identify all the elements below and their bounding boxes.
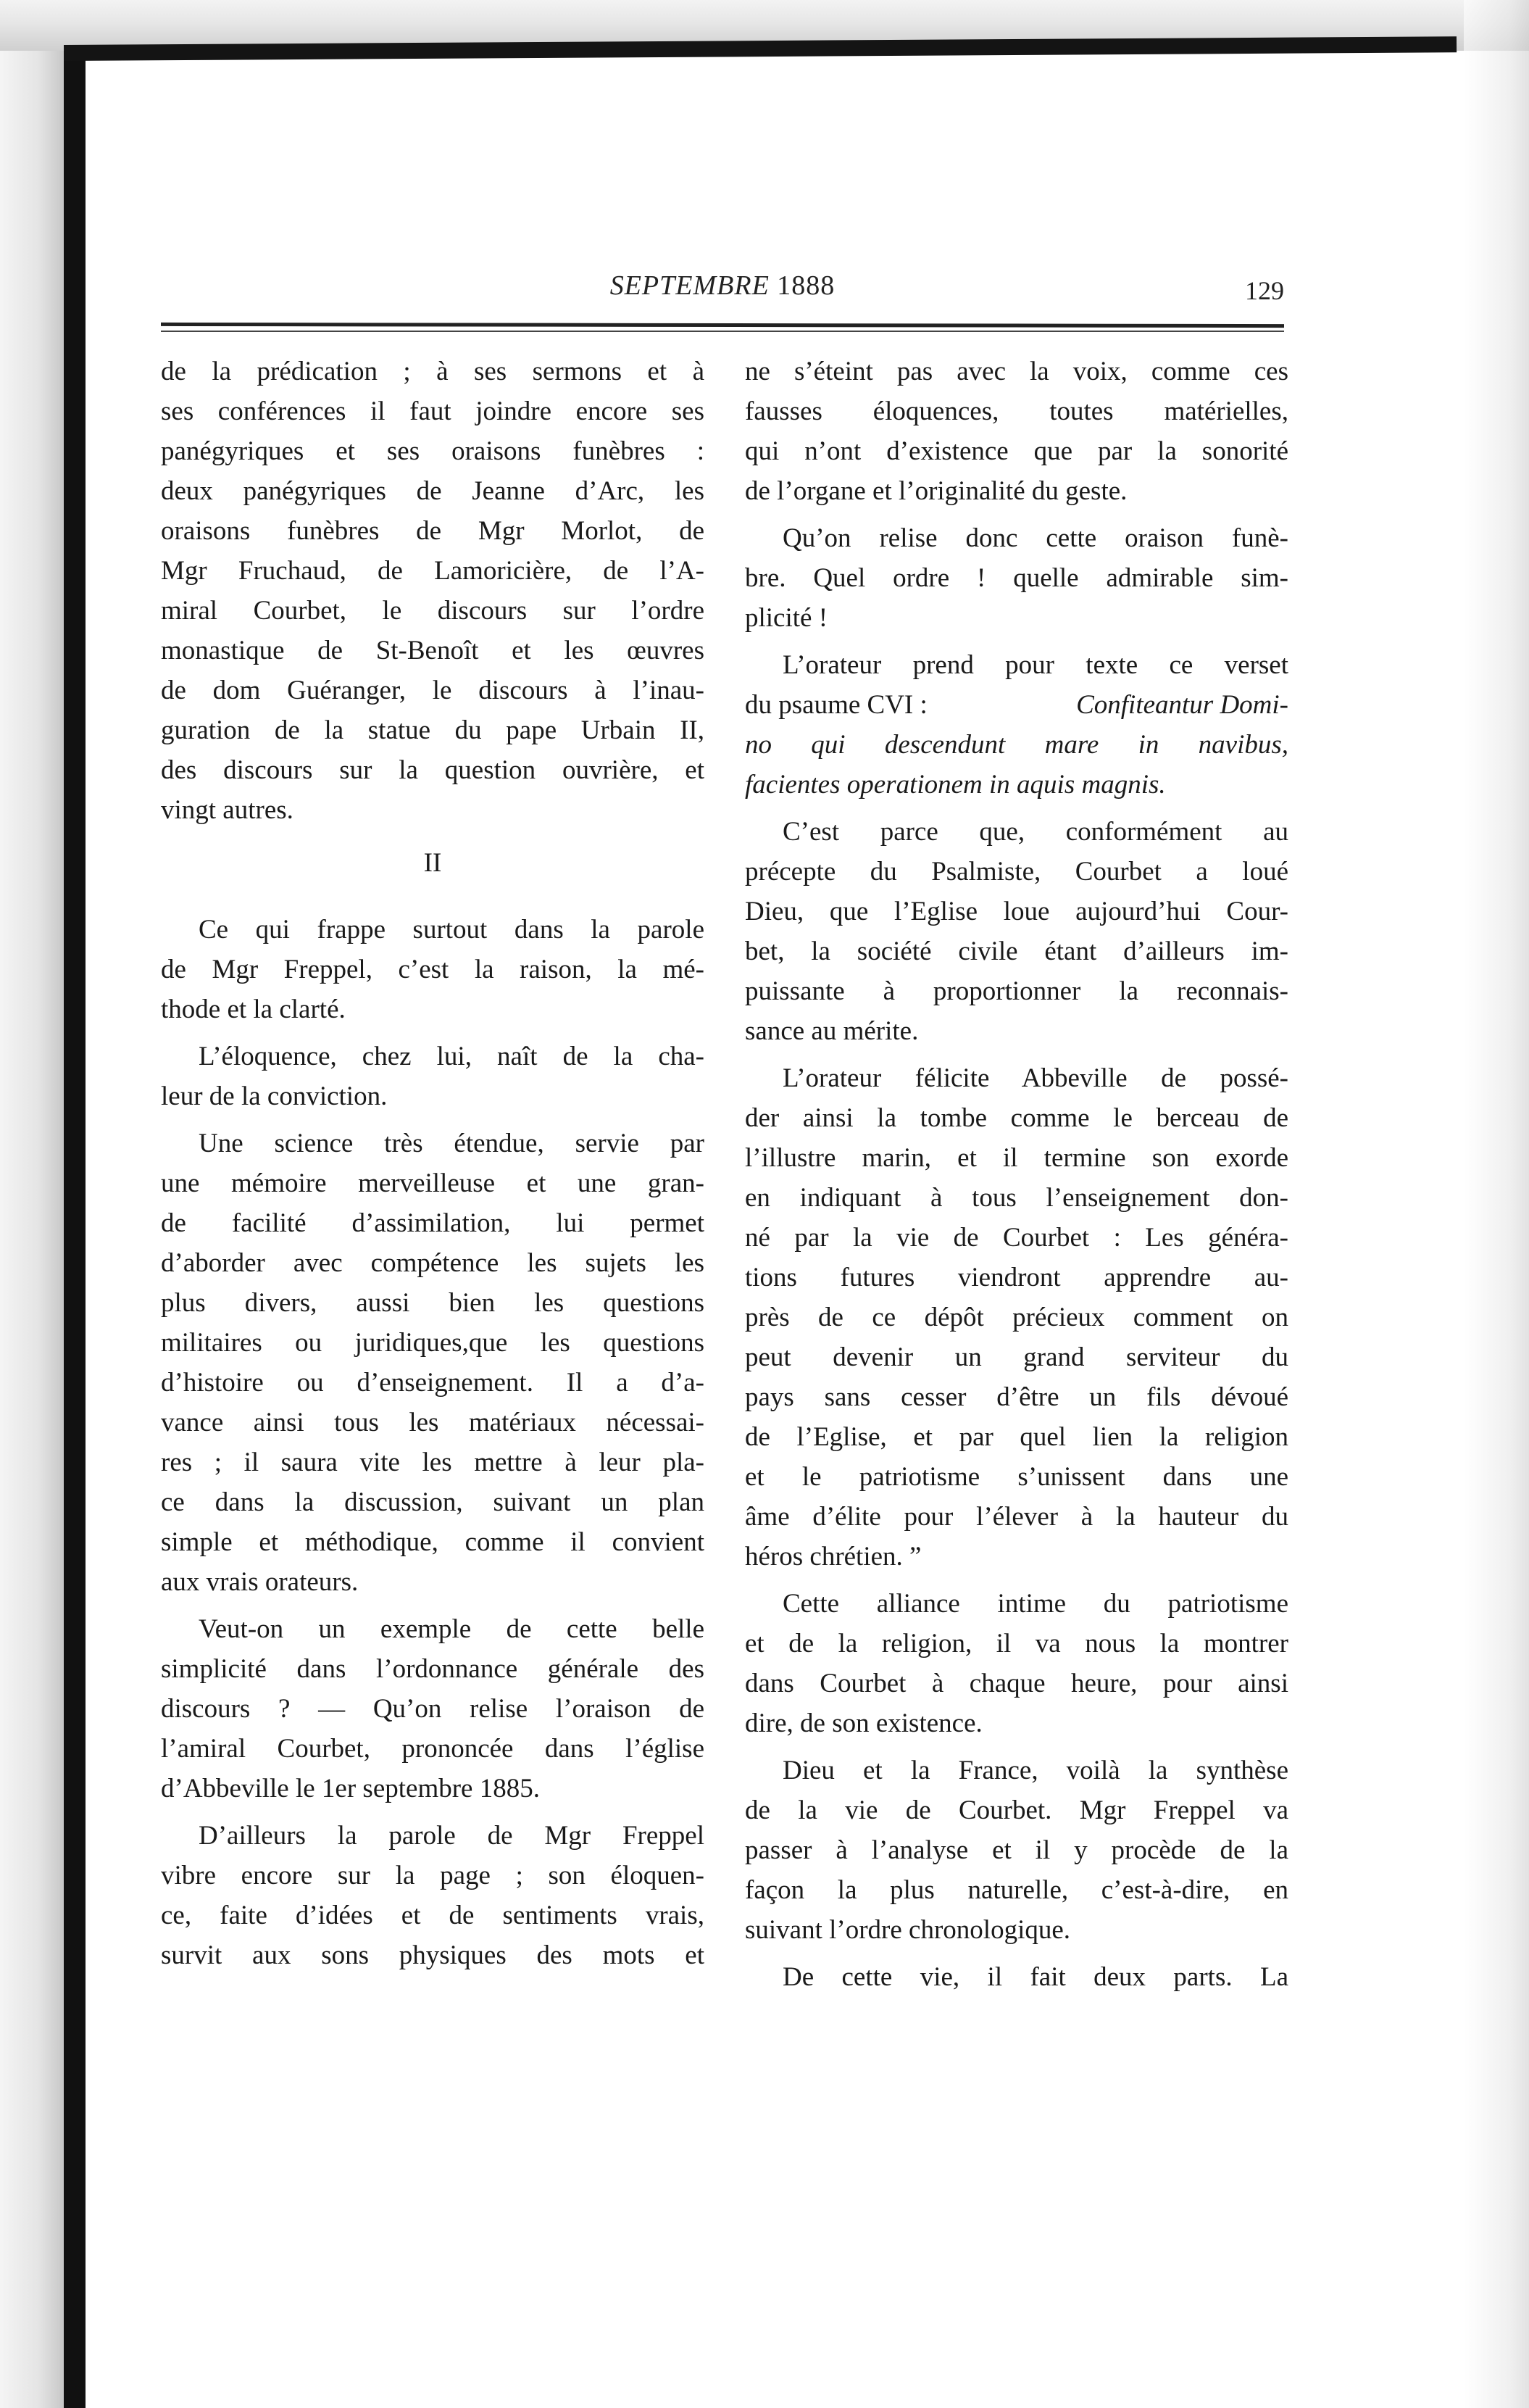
text-line: oraisons funèbres de Mgr Morlot, de <box>161 516 704 546</box>
text-line: bre. Quel ordre ! quelle admirable sim- <box>745 563 1288 593</box>
text-line: de la vie de Courbet. Mgr Freppel va <box>745 1795 1288 1825</box>
text-line: en indiquant à tous l’enseignement don- <box>745 1183 1288 1213</box>
running-title-year: 1888 <box>777 270 836 301</box>
running-head <box>161 270 1284 313</box>
text-line: der ainsi la tombe comme le berceau de <box>745 1103 1288 1133</box>
header-rule-thin <box>161 331 1284 332</box>
text-line: D’ailleurs la parole de Mgr Freppel <box>199 1821 704 1851</box>
text-line: bet, la société civile étant d’ailleurs im- <box>745 937 1288 966</box>
text-line: d’histoire ou d’enseignement. Il a d’a- <box>161 1368 704 1398</box>
text-line: l’illustre marin, et il termine son exorde <box>745 1143 1288 1173</box>
text-line: deux panégyriques de Jeanne d’Arc, les <box>161 476 704 506</box>
text-line: vibre encore sur la page ; son éloquen- <box>161 1861 704 1890</box>
text-line: de facilité d’assimilation, lui permet <box>161 1208 704 1238</box>
text-line: survit aux sons physiques des mots et <box>161 1940 704 1970</box>
text-line: fausses éloquences, toutes matérielles, <box>745 397 1288 426</box>
text-line: tions futures viendront apprendre au- <box>745 1263 1288 1292</box>
header-rule-thick <box>161 323 1284 328</box>
text-line: précepte du Psalmiste, Courbet a loué <box>745 857 1288 887</box>
text-line: Cette alliance intime du patriotisme <box>783 1589 1288 1619</box>
text-line: L’orateur félicite Abbeville de possé- <box>783 1063 1288 1093</box>
page-number: 129 <box>1245 276 1284 305</box>
text-line: qui n’ont d’existence que par la sonorité <box>745 436 1288 466</box>
text-line: sance au mérite. <box>745 1016 919 1046</box>
text-line: miral Courbet, le discours sur l’ordre <box>161 596 704 626</box>
text-line: dire, de son existence. <box>745 1709 983 1738</box>
text-line: âme d’élite pour l’élever à la hauteur du <box>745 1502 1288 1532</box>
psalm-reference: du psaume CVI : <box>745 690 928 720</box>
text-line: L’éloquence, chez lui, naît de la cha- <box>199 1042 704 1071</box>
text-line: Dieu et la France, voilà la synthèse <box>783 1756 1288 1785</box>
text-line: plus divers, aussi bien les questions <box>161 1288 704 1318</box>
text-line: vingt autres. <box>161 795 293 825</box>
text-line: simple et méthodique, comme il convient <box>161 1527 704 1557</box>
section-number: II <box>423 848 442 878</box>
text-line: ce, faite d’idées et de sentiments vrais, <box>161 1901 704 1930</box>
text-line: d’aborder avec compétence les sujets les <box>161 1248 704 1278</box>
text-line: des discours sur la question ouvrière, et <box>161 755 704 785</box>
running-title-month: SEPTEMBRE <box>609 270 770 301</box>
text-line: Une science très étendue, servie par <box>199 1129 704 1158</box>
text-line: de Mgr Freppel, c’est la raison, la mé- <box>161 955 704 984</box>
text-line: Qu’on relise donc cette oraison funè- <box>783 523 1288 553</box>
text-line: leur de la conviction. <box>161 1081 388 1111</box>
text-line: discours ? — Qu’on relise l’oraison de <box>161 1694 704 1724</box>
text-line: pays sans cesser d’être un fils dévoué <box>745 1382 1288 1412</box>
text-line: C’est parce que, conformément au <box>783 817 1288 847</box>
text-line: puissante à proportionner la reconnais- <box>745 976 1288 1006</box>
text-line: ne s’éteint pas avec la voix, comme ces <box>745 357 1288 386</box>
scan-binding-edge <box>64 51 86 2408</box>
text-line: dans Courbet à chaque heure, pour ainsi <box>745 1669 1288 1698</box>
text-line: ce dans la discussion, suivant un plan <box>161 1487 704 1517</box>
text-line: Ce qui frappe surtout dans la parole <box>199 915 704 944</box>
text-line: plicité ! <box>745 603 828 633</box>
latin-quote-line: no qui descendunt mare in navibus, <box>745 730 1288 760</box>
text-line: L’orateur prend pour texte ce verset <box>783 650 1288 680</box>
latin-quote: Confiteantur Domi- <box>1076 690 1288 720</box>
text-line: suivant l’ordre chronologique. <box>745 1915 1071 1945</box>
text-line: peut devenir un grand serviteur du <box>745 1342 1288 1372</box>
running-title <box>161 270 1284 302</box>
text-line: De cette vie, il fait deux parts. La <box>783 1962 1288 1992</box>
text-line: près de ce dépôt précieux comment on <box>745 1303 1288 1332</box>
text-line: façon la plus naturelle, c’est-à-dire, en <box>745 1875 1288 1905</box>
text-line: l’amiral Courbet, prononcée dans l’église <box>161 1734 704 1764</box>
text-line: et le patriotisme s’unissent dans une <box>745 1462 1288 1492</box>
text-line: de l’Eglise, et par quel lien la religion <box>745 1422 1288 1452</box>
text-line: héros chrétien. ” <box>745 1542 922 1572</box>
text-line-mixed <box>745 686 1288 725</box>
text-line: Veut-on un exemple de cette belle <box>199 1614 704 1644</box>
scan-right-edge <box>1464 0 1529 2408</box>
text-line: thode et la clarté. <box>161 995 346 1024</box>
text-line: Mgr Fruchaud, de Lamoricière, de l’A- <box>161 556 704 586</box>
text-line: d’Abbeville le 1er septembre 1885. <box>161 1774 540 1803</box>
text-line: Dieu, que l’Eglise loue aujourd’hui Cour- <box>745 897 1288 926</box>
scan-left-shadow <box>0 51 64 2408</box>
text-line: passer à l’analyse et il y procède de la <box>745 1835 1288 1865</box>
text-line: de l’organe et l’originalité du geste. <box>745 476 1128 506</box>
text-line: de la prédication ; à ses sermons et à <box>161 357 704 386</box>
text-line: né par la vie de Courbet : Les généra- <box>745 1223 1288 1253</box>
text-line: res ; il saura vite les mettre à leur pla- <box>161 1448 704 1477</box>
text-line: militaires ou juridiques,que les questions <box>161 1328 704 1358</box>
text-line: guration de la statue du pape Urbain II, <box>161 715 704 745</box>
text-line: vance ainsi tous les matériaux nécessai- <box>161 1408 704 1437</box>
text-line: de dom Guéranger, le discours à l’inau- <box>161 676 704 705</box>
text-line: monastique de St-Benoît et les œuvres <box>161 636 704 665</box>
text-line: une mémoire merveilleuse et une gran- <box>161 1168 704 1198</box>
text-line: panégyriques et ses oraisons funèbres : <box>161 436 704 466</box>
text-line: simplicité dans l’ordonnance générale des <box>161 1654 704 1684</box>
text-line: ses conférences il faut joindre encore ses <box>161 397 704 426</box>
text-line: et de la religion, il va nous la montrer <box>745 1629 1288 1658</box>
text-line: aux vrais orateurs. <box>161 1567 359 1597</box>
latin-quote-line: facientes operationem in aquis magnis. <box>745 770 1166 800</box>
